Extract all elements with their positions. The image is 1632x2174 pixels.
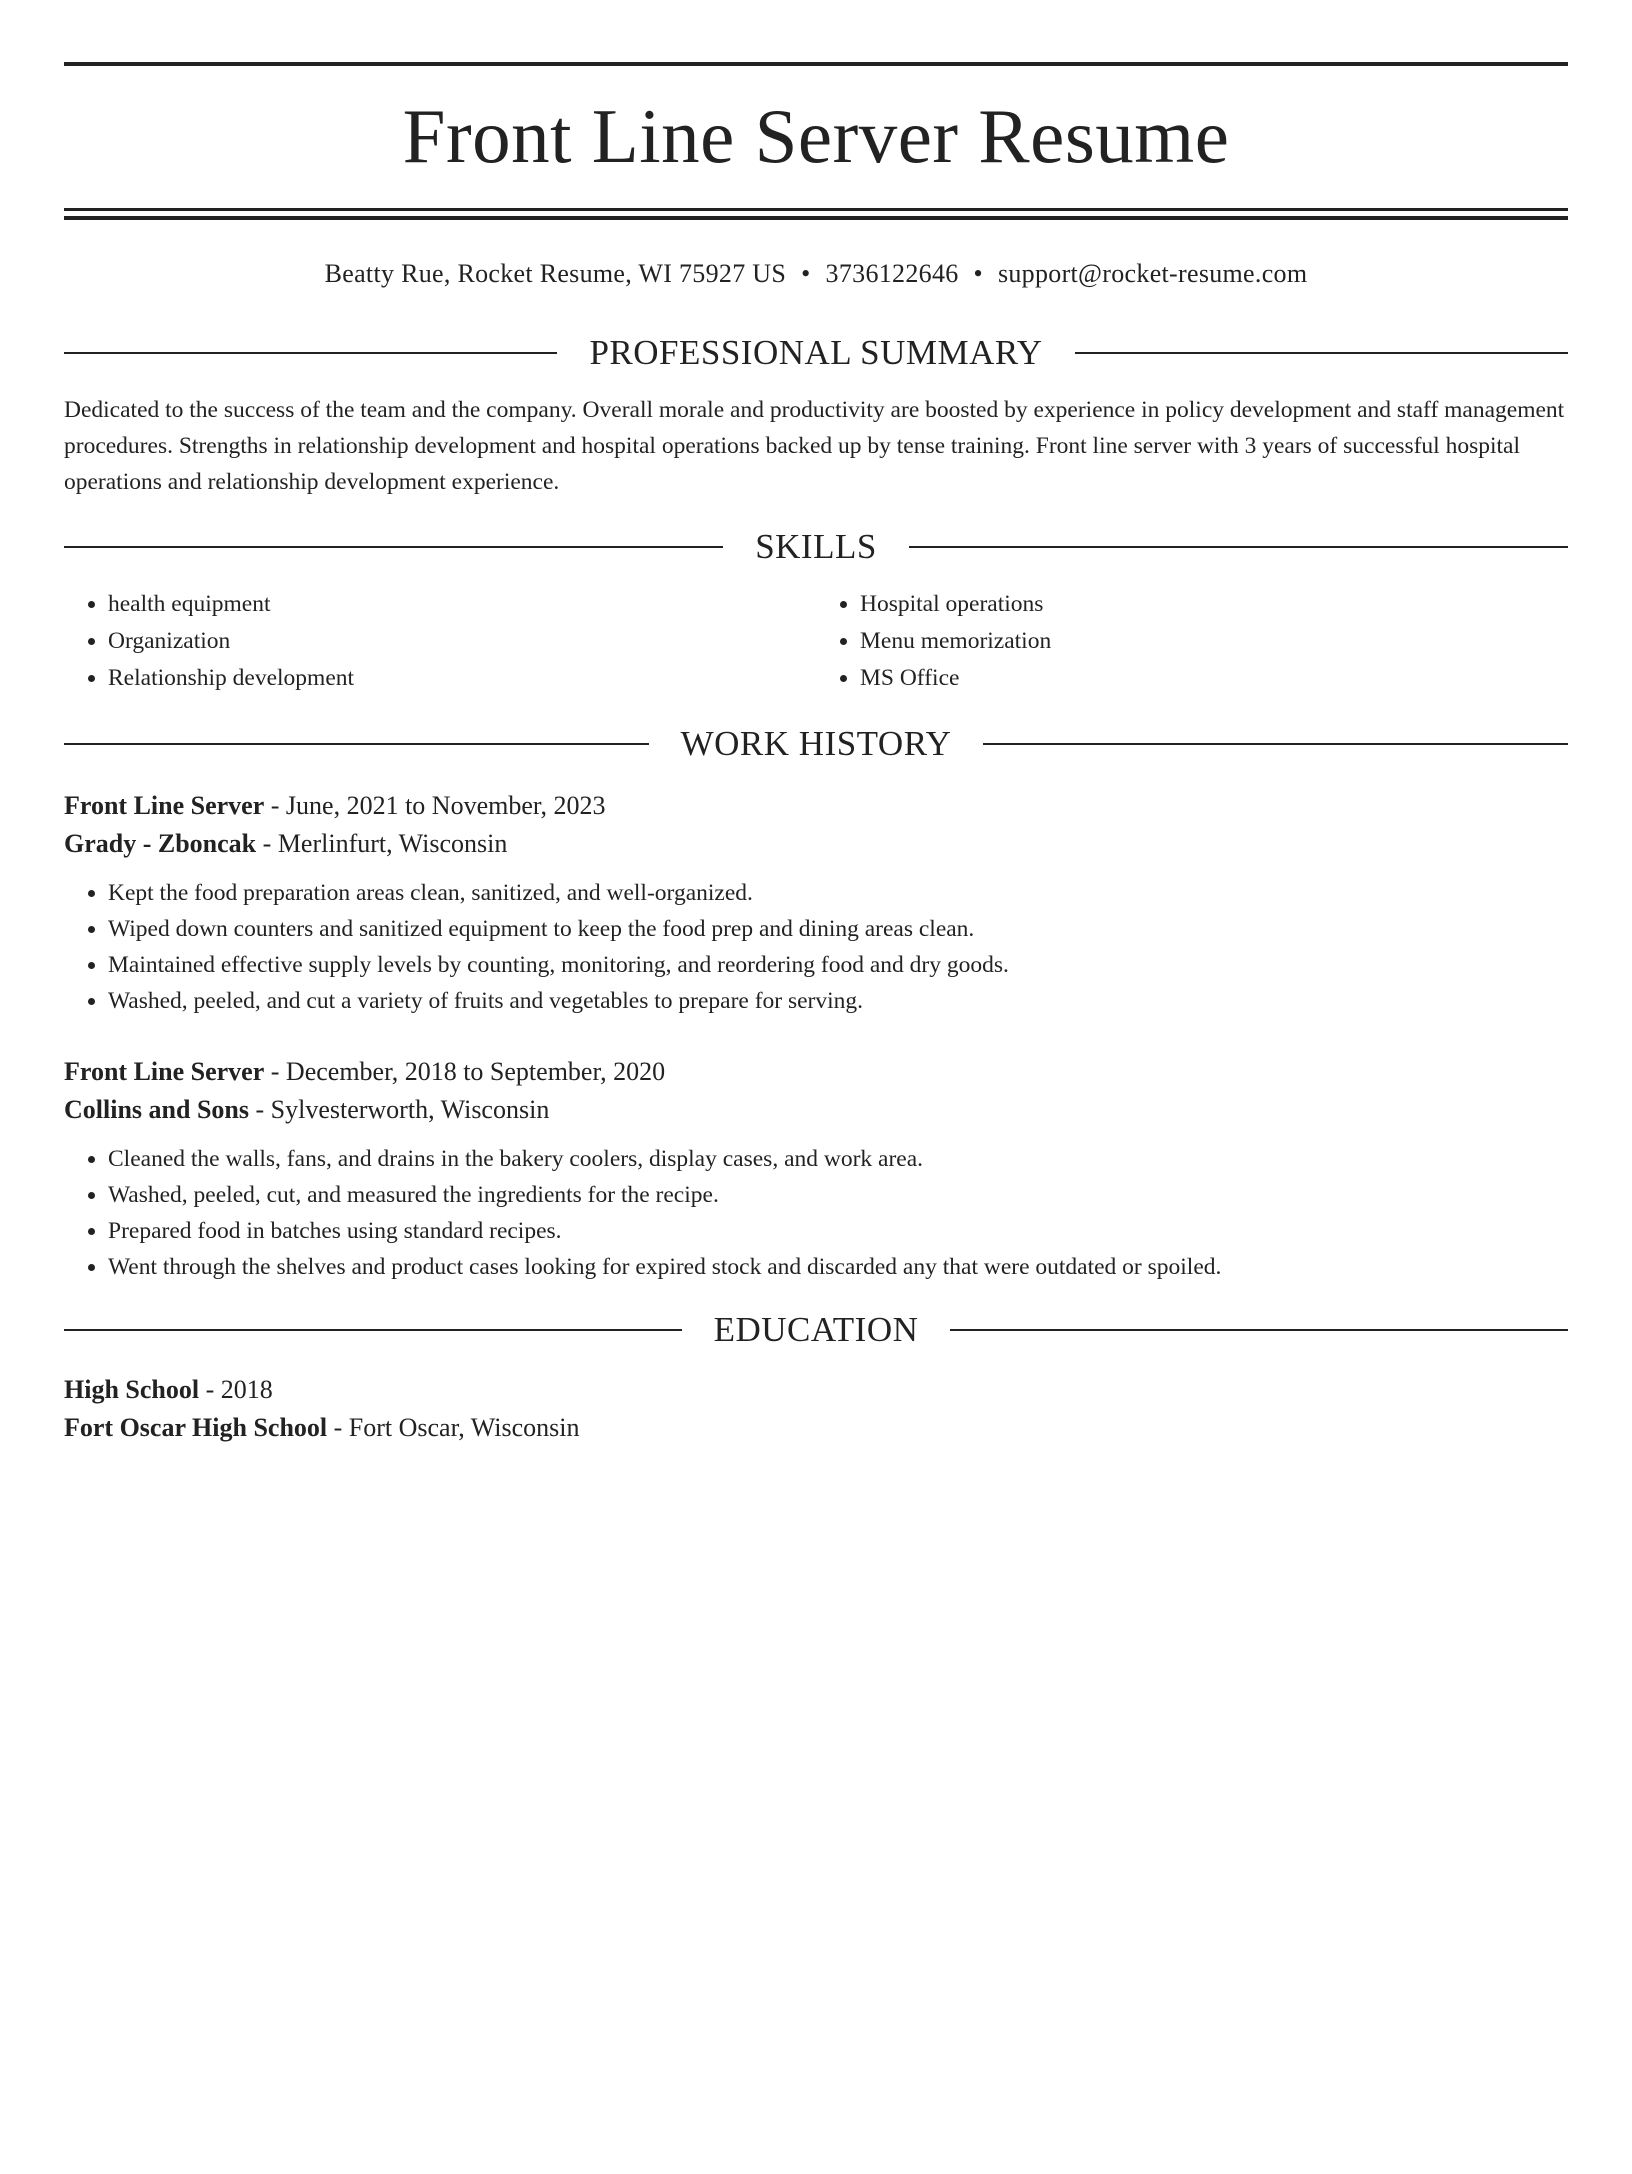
job-location: - Sylvesterworth, Wisconsin bbox=[248, 1095, 550, 1124]
job-title: Front Line Server bbox=[64, 1057, 265, 1086]
heading-rule bbox=[909, 546, 1568, 548]
section-label: SKILLS bbox=[755, 527, 877, 566]
skill-item: • Menu memorization bbox=[860, 623, 1568, 660]
section-heading-education bbox=[64, 1305, 1568, 1355]
job-title-line bbox=[64, 1053, 1568, 1091]
duty-item: • Wiped down counters and sanitized equipment to keep the food prep and dining areas clean. bbox=[108, 911, 1568, 947]
section-label: EDUCATION bbox=[713, 1310, 919, 1349]
job-title-line bbox=[64, 787, 1568, 825]
resume-page bbox=[0, 62, 1632, 2174]
job-dates: - December, 2018 to September, 2020 bbox=[264, 1057, 666, 1086]
duty-item: • Prepared food in batches using standard recipes. bbox=[108, 1213, 1568, 1249]
skill-item: • Organization bbox=[108, 623, 816, 660]
duty-item: • Washed, peeled, cut, and measured the ingredients for the recipe. bbox=[108, 1177, 1568, 1213]
duty-item: • Cleaned the walls, fans, and drains in the bakery coolers, display cases, and work area. bbox=[108, 1141, 1568, 1177]
skill-item: • health equipment bbox=[108, 586, 816, 623]
job-company-line bbox=[64, 1091, 1568, 1129]
heading-rule bbox=[950, 1329, 1568, 1331]
heading-rule bbox=[983, 743, 1568, 745]
section-heading-summary bbox=[64, 328, 1568, 378]
heading-rule bbox=[64, 743, 649, 745]
job-company: Collins and Sons bbox=[64, 1095, 249, 1124]
education-degree-line bbox=[64, 1371, 1568, 1409]
skill-item: • Relationship development bbox=[108, 660, 816, 697]
title-double-rule bbox=[64, 208, 1568, 220]
contact-email: support@rocket-resume.com bbox=[997, 259, 1308, 288]
skills-list bbox=[64, 586, 1568, 697]
skill-item: • MS Office bbox=[860, 660, 1568, 697]
contact-address: Beatty Rue, Rocket Resume, WI 75927 US bbox=[324, 259, 787, 288]
heading-rule bbox=[1075, 352, 1568, 354]
duty-item: • Washed, peeled, and cut a variety of fruits and vegetables to prepare for serving. bbox=[108, 983, 1568, 1019]
duty-item: • Maintained effective supply levels by counting, monitoring, and reordering food and dry goods. bbox=[108, 947, 1568, 983]
section-heading-skills bbox=[64, 522, 1568, 572]
work-entry bbox=[64, 787, 1568, 1019]
heading-rule bbox=[64, 352, 557, 354]
resume-title: Front Line Server Resume bbox=[402, 93, 1230, 179]
job-location: - Merlinfurt, Wisconsin bbox=[256, 829, 508, 858]
contact-separator: • bbox=[801, 259, 811, 288]
job-duties bbox=[64, 875, 1568, 1019]
education-year: - 2018 bbox=[199, 1375, 273, 1404]
education-school: Fort Oscar High School bbox=[64, 1413, 328, 1442]
contact-phone: 3736122646 bbox=[825, 259, 959, 288]
job-dates: - June, 2021 to November, 2023 bbox=[264, 791, 606, 820]
education-entry bbox=[64, 1371, 1568, 1447]
skill-item: • Hospital operations bbox=[860, 586, 1568, 623]
education-school-line bbox=[64, 1409, 1568, 1447]
duty-item: • Went through the shelves and product cases looking for expired stock and discarded any that were outdated or spoiled. bbox=[108, 1249, 1568, 1285]
heading-rule bbox=[64, 1329, 682, 1331]
education-location: - Fort Oscar, Wisconsin bbox=[327, 1413, 580, 1442]
duty-item: • Kept the food preparation areas clean, sanitized, and well-organized. bbox=[108, 875, 1568, 911]
contact-separator: • bbox=[973, 259, 983, 288]
skills-column-right bbox=[816, 586, 1568, 697]
heading-rule bbox=[64, 546, 723, 548]
job-company-line bbox=[64, 825, 1568, 863]
section-label: PROFESSIONAL SUMMARY bbox=[589, 333, 1043, 372]
summary-text: Dedicated to the success of the team and the company. Overall morale and productivity are boosted by experience in policy development and staff management procedures. Strengths in relationship development and hospital operations backed up by tense training. Front line server with 3 years of successful hospital operations and relationship development experience. bbox=[64, 397, 1565, 495]
contact-line bbox=[64, 254, 1568, 294]
education-degree: High School bbox=[64, 1375, 200, 1404]
skills-column-left bbox=[64, 586, 816, 697]
job-company: Grady - Zboncak bbox=[64, 829, 257, 858]
job-duties bbox=[64, 1141, 1568, 1285]
section-heading-work bbox=[64, 719, 1568, 769]
job-title: Front Line Server bbox=[64, 791, 265, 820]
section-label: WORK HISTORY bbox=[680, 724, 952, 763]
work-entry bbox=[64, 1053, 1568, 1285]
